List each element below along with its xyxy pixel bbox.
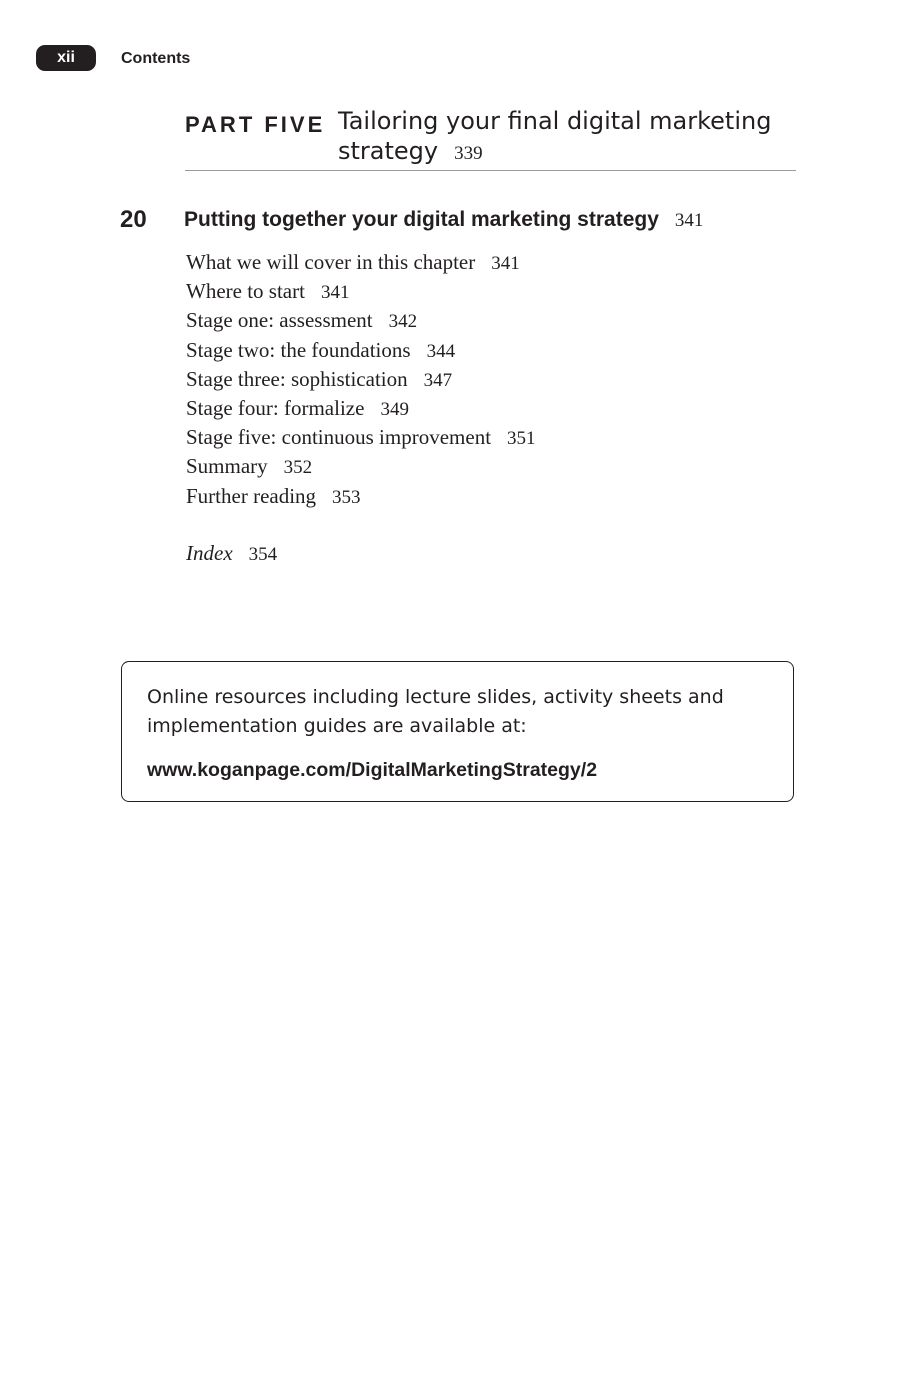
toc-entry-page: 353 — [332, 486, 361, 508]
running-header-title: Contents — [121, 50, 191, 67]
toc-entry-page: 344 — [426, 340, 456, 362]
toc-entry-title: Further reading — [186, 483, 317, 508]
online-resources-link[interactable]: www.koganpage.com/DigitalMarketingStrategy/2 — [147, 759, 598, 781]
toc-entry-title: Stage four: formalize — [186, 395, 365, 420]
toc-entry-page: 349 — [380, 398, 409, 420]
toc-entry[interactable] — [186, 306, 536, 335]
toc-entry[interactable] — [186, 452, 536, 481]
toc-entry[interactable] — [186, 336, 536, 365]
toc-entry-page: 347 — [423, 369, 453, 391]
index-label: Index — [186, 541, 233, 565]
toc-entry-title: Stage five: continuous improvement — [186, 425, 492, 450]
toc-entry-list — [186, 248, 536, 511]
toc-entry-title: What we will cover in this chapter — [186, 250, 476, 274]
toc-entry-page: 352 — [283, 457, 313, 479]
part-title: Tailoring your final digital marketing strategy — [338, 107, 772, 165]
chapter-number: 20 — [120, 206, 147, 233]
toc-entry-title: Stage one: assessment — [186, 308, 373, 333]
online-resources-box — [121, 661, 794, 802]
part-label: PART FIVE — [185, 112, 326, 137]
chapter-title: Putting together your digital marketing strategy — [184, 208, 659, 231]
part-page-number: 339 — [454, 143, 483, 164]
chapter-heading — [184, 205, 824, 236]
part-title-line — [338, 106, 788, 169]
page-number-badge: xii — [36, 45, 96, 71]
toc-entry-title: Stage two: the foundations — [186, 337, 411, 362]
index-entry[interactable] — [186, 539, 277, 569]
toc-entry[interactable] — [186, 365, 536, 394]
toc-entry[interactable] — [186, 248, 536, 277]
toc-entry-page: 351 — [507, 428, 536, 450]
toc-entry-page: 341 — [320, 282, 350, 304]
part-heading — [185, 106, 796, 171]
toc-entry-page: 341 — [491, 253, 520, 274]
toc-entry[interactable] — [186, 394, 536, 423]
chapter-page-number: 341 — [674, 210, 704, 231]
toc-entry-title: Stage three: sophistication — [186, 366, 408, 391]
index-page-number: 354 — [248, 544, 278, 565]
online-resources-text: Online resources including lecture slides, activity sheets and implementation guides are available at: — [147, 686, 724, 737]
toc-entry[interactable] — [186, 277, 536, 306]
toc-entry[interactable] — [186, 482, 536, 511]
toc-entry-title: Summary — [186, 454, 268, 479]
toc-entry-title: Where to start — [186, 279, 305, 304]
toc-entry-page: 342 — [388, 311, 418, 333]
toc-entry[interactable] — [186, 423, 536, 452]
